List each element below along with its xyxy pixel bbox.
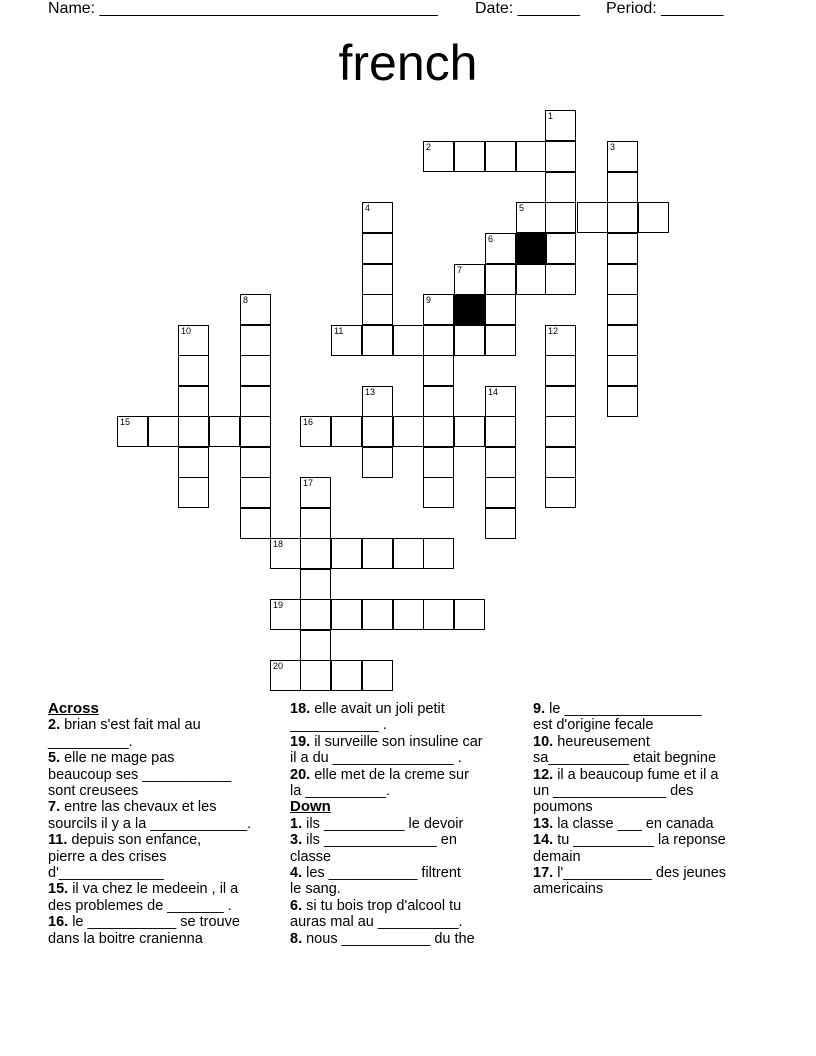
grid-cell[interactable] (607, 202, 638, 233)
grid-cell[interactable] (300, 599, 331, 630)
clue-text: demain (533, 848, 581, 865)
grid-cell[interactable] (362, 660, 393, 691)
grid-cell[interactable] (300, 660, 331, 691)
grid-cell[interactable] (362, 233, 393, 264)
clue-item (48, 799, 288, 832)
across-heading: Across (48, 700, 99, 717)
grid-cell[interactable] (454, 264, 485, 295)
grid-cell[interactable] (331, 538, 362, 569)
grid-cell[interactable] (454, 416, 485, 447)
clue-number: 3. (290, 832, 303, 849)
grid-cell[interactable] (454, 325, 485, 356)
grid-cell[interactable] (270, 660, 301, 691)
clue-text: brian s'est fait mal au (60, 717, 201, 734)
grid-cell[interactable] (240, 386, 271, 417)
grid-cell[interactable] (607, 141, 638, 172)
grid-cell[interactable] (331, 325, 362, 356)
clue-number: 20 (273, 661, 284, 671)
clue-number: 6 (488, 234, 494, 244)
grid-cell[interactable] (300, 508, 331, 539)
grid-cell[interactable] (423, 294, 454, 325)
grid-cell[interactable] (485, 294, 516, 325)
grid-cell[interactable] (485, 325, 516, 356)
clue-number: 7 (457, 265, 463, 275)
clue-number: 3 (610, 142, 616, 152)
clue-number: 8 (243, 295, 249, 305)
name-field: Name: ______________________________________ (48, 0, 438, 17)
clue-item (533, 865, 773, 898)
clue-item (290, 734, 530, 767)
grid-cell[interactable] (423, 477, 454, 508)
grid-cell[interactable] (331, 660, 362, 691)
clue-text: il va chez le medeein , il a (68, 881, 239, 898)
grid-cell[interactable] (362, 416, 393, 447)
grid-cell[interactable] (362, 264, 393, 295)
clue-number: 14. (533, 832, 554, 849)
grid-cell[interactable] (423, 599, 454, 630)
grid-cell[interactable] (331, 599, 362, 630)
clue-text: des problemes de _______ . (48, 897, 232, 914)
grid-cell[interactable] (516, 264, 547, 295)
grid-cell[interactable] (485, 416, 516, 447)
clue-item (533, 832, 773, 865)
grid-cell[interactable] (423, 325, 454, 356)
clue-number: 12. (533, 766, 554, 783)
clue-item (533, 767, 773, 816)
grid-cell[interactable] (362, 599, 393, 630)
grid-cell[interactable] (331, 416, 362, 447)
grid-cell[interactable] (423, 416, 454, 447)
clue-text: americains (533, 881, 604, 898)
grid-cell[interactable] (270, 599, 301, 630)
clue-text: est d'origine fecale (533, 717, 654, 734)
grid-cell[interactable] (362, 294, 393, 325)
clue-number: 16 (303, 417, 314, 427)
grid-cell[interactable] (178, 416, 209, 447)
grid-cell[interactable] (545, 202, 576, 233)
grid-cell[interactable] (545, 325, 576, 356)
grid-cell[interactable] (485, 264, 516, 295)
grid-cell[interactable] (300, 477, 331, 508)
grid-cell[interactable] (240, 447, 271, 478)
grid-cell[interactable] (423, 386, 454, 417)
clue-number: 15 (120, 417, 131, 427)
clue-text: auras mal au __________. (290, 914, 463, 931)
clues-column-2 (290, 701, 530, 947)
clue-number: 15. (48, 881, 69, 898)
clue-number: 19 (273, 600, 284, 610)
clue-number: 4 (365, 203, 371, 213)
clue-number: 19. (290, 733, 311, 750)
clue-number: 13 (365, 387, 376, 397)
clue-number: 2. (48, 717, 61, 734)
clue-item (290, 931, 530, 947)
grid-cell[interactable] (607, 233, 638, 264)
date-field: Date: _______ (475, 0, 580, 17)
grid-cell[interactable] (545, 141, 576, 172)
clue-item (533, 701, 773, 734)
clue-text: ___________ . (290, 717, 387, 734)
clue-text: il a beaucoup fume et il a (553, 766, 719, 783)
grid-cell[interactable] (362, 386, 393, 417)
grid-cell[interactable] (545, 386, 576, 417)
grid-cell[interactable] (300, 538, 331, 569)
grid-cell[interactable] (607, 325, 638, 356)
grid-cell[interactable] (485, 233, 516, 264)
clue-number: 5. (48, 750, 61, 767)
grid-cell[interactable] (454, 141, 485, 172)
clue-number: 14 (488, 387, 499, 397)
clue-item (290, 701, 530, 734)
grid-cell[interactable] (300, 416, 331, 447)
clue-item (48, 914, 288, 947)
grid-cell[interactable] (545, 355, 576, 386)
clue-text: sourcils il y a la ____________. (48, 815, 252, 832)
clue-item (290, 767, 530, 800)
grid-cell[interactable] (240, 355, 271, 386)
clue-text: beaucoup ses ___________ (48, 766, 232, 783)
clue-item (290, 898, 530, 931)
period-field: Period: _______ (606, 0, 724, 17)
grid-cell[interactable] (362, 325, 393, 356)
grid-cell[interactable] (545, 416, 576, 447)
clue-text: sa__________ etait begnine (533, 750, 717, 767)
clue-number: 11. (48, 832, 68, 849)
grid-cell[interactable] (423, 355, 454, 386)
grid-cell[interactable] (178, 386, 209, 417)
page-title: french (338, 35, 478, 91)
grid-cell[interactable] (545, 110, 576, 141)
clues-column-3 (533, 701, 773, 898)
clue-number: 7. (48, 799, 61, 816)
grid-cell[interactable] (607, 355, 638, 386)
clue-number: 18 (273, 539, 284, 549)
clue-item (533, 816, 773, 832)
clue-text: heureusement (553, 733, 650, 750)
grid-cell[interactable] (300, 569, 331, 600)
clue-item (48, 881, 288, 914)
clue-text: elle met de la creme sur (310, 766, 469, 783)
grid-cell[interactable] (393, 416, 424, 447)
grid-cell[interactable] (240, 508, 271, 539)
grid-cell[interactable] (638, 202, 669, 233)
clue-text: un ______________ des (533, 783, 694, 800)
clue-text: elle ne mage pas (60, 750, 175, 767)
clue-text: le _________________ (545, 701, 702, 717)
clue-number: 4. (290, 865, 303, 882)
grid-cell[interactable] (454, 599, 485, 630)
down-heading: Down (290, 798, 331, 816)
clue-number: 12 (548, 326, 559, 336)
clue-number: 18. (290, 701, 311, 717)
grid-cell[interactable] (148, 416, 179, 447)
grid-cell[interactable] (485, 477, 516, 508)
grid-cell[interactable] (393, 538, 424, 569)
clue-number: 17. (533, 865, 554, 882)
clue-text: le sang. (290, 881, 341, 898)
clue-text: ils __________ le devoir (302, 815, 464, 832)
clue-item (48, 750, 288, 799)
grid-cell[interactable] (423, 141, 454, 172)
grid-cell[interactable] (577, 202, 608, 233)
clue-text: il a du _______________ . (290, 750, 462, 767)
grid-cell[interactable] (423, 447, 454, 478)
clue-number: 17 (303, 478, 314, 488)
clue-text: si tu bois trop d'alcool tu (302, 897, 462, 914)
clue-number: 20. (290, 766, 311, 783)
clue-text: classe (290, 848, 332, 865)
grid-cell[interactable] (393, 599, 424, 630)
clue-item (533, 734, 773, 767)
grid-cell[interactable] (545, 264, 576, 295)
grid-cell[interactable] (607, 294, 638, 325)
grid-cell[interactable] (545, 172, 576, 203)
clue-text: poumons (533, 799, 593, 816)
grid-cell[interactable] (117, 416, 148, 447)
clue-item (290, 816, 530, 832)
clue-number: 5 (519, 203, 525, 213)
clue-text: la __________. (290, 783, 390, 800)
clue-text: elle avait un joli petit (310, 701, 445, 717)
clue-number: 9 (426, 295, 432, 305)
grid-cell[interactable] (362, 538, 393, 569)
grid-cell[interactable] (240, 294, 271, 325)
clue-text: __________. (48, 733, 133, 750)
clue-text: ils ______________ en (302, 832, 457, 849)
clue-number: 9. (533, 701, 546, 717)
grid-cell[interactable] (485, 508, 516, 539)
clue-item (48, 832, 288, 881)
blocked-cell (516, 233, 547, 264)
clue-item (290, 832, 530, 865)
clue-item (48, 717, 288, 750)
clue-number: 1 (548, 111, 554, 121)
clue-text: entre las chevaux et les (60, 799, 217, 816)
clue-text: les ___________ filtrent (302, 865, 461, 882)
clue-number: 1. (290, 815, 303, 832)
clue-text: la classe ___ en canada (553, 815, 714, 832)
grid-cell[interactable] (607, 264, 638, 295)
grid-cell[interactable] (178, 477, 209, 508)
grid-cell[interactable] (545, 233, 576, 264)
clue-item (290, 865, 530, 898)
clue-text: nous ___________ du the (302, 930, 475, 947)
clue-text: l'___________ des jeunes (553, 865, 727, 882)
clue-text: tu __________ la reponse (553, 832, 726, 849)
clue-text: d'_____________ (48, 865, 164, 882)
clue-text: le ___________ se trouve (68, 914, 240, 931)
grid-cell[interactable] (362, 447, 393, 478)
clue-text: depuis son enfance, (67, 832, 202, 849)
grid-cell[interactable] (485, 141, 516, 172)
grid-cell[interactable] (240, 477, 271, 508)
grid-cell[interactable] (362, 202, 393, 233)
grid-cell[interactable] (545, 477, 576, 508)
grid-cell[interactable] (178, 325, 209, 356)
clue-number: 2 (426, 142, 432, 152)
grid-cell[interactable] (485, 386, 516, 417)
clue-number: 10 (181, 326, 192, 336)
grid-cell[interactable] (393, 325, 424, 356)
clue-number: 16. (48, 914, 69, 931)
grid-cell[interactable] (607, 172, 638, 203)
grid-cell[interactable] (240, 416, 271, 447)
grid-cell[interactable] (209, 416, 240, 447)
grid-cell[interactable] (423, 538, 454, 569)
clue-number: 6. (290, 897, 303, 914)
grid-cell[interactable] (270, 538, 301, 569)
grid-cell[interactable] (545, 447, 576, 478)
grid-cell[interactable] (485, 447, 516, 478)
grid-cell[interactable] (240, 325, 271, 356)
grid-cell[interactable] (178, 355, 209, 386)
clue-text: il surveille son insuline car (310, 733, 483, 750)
grid-cell[interactable] (300, 630, 331, 661)
clue-text: pierre a des crises (48, 848, 167, 865)
clue-number: 13. (533, 815, 554, 832)
clue-number: 10. (533, 733, 554, 750)
clue-text: dans la boitre cranienna (48, 930, 203, 947)
grid-cell[interactable] (178, 447, 209, 478)
clues-column-1 (48, 701, 288, 947)
clue-number: 8. (290, 930, 303, 947)
grid-cell[interactable] (516, 141, 547, 172)
grid-cell[interactable] (516, 202, 547, 233)
clue-text: sont creusees (48, 783, 139, 800)
blocked-cell (454, 294, 485, 325)
clue-number: 11 (334, 326, 344, 336)
grid-cell[interactable] (607, 386, 638, 417)
